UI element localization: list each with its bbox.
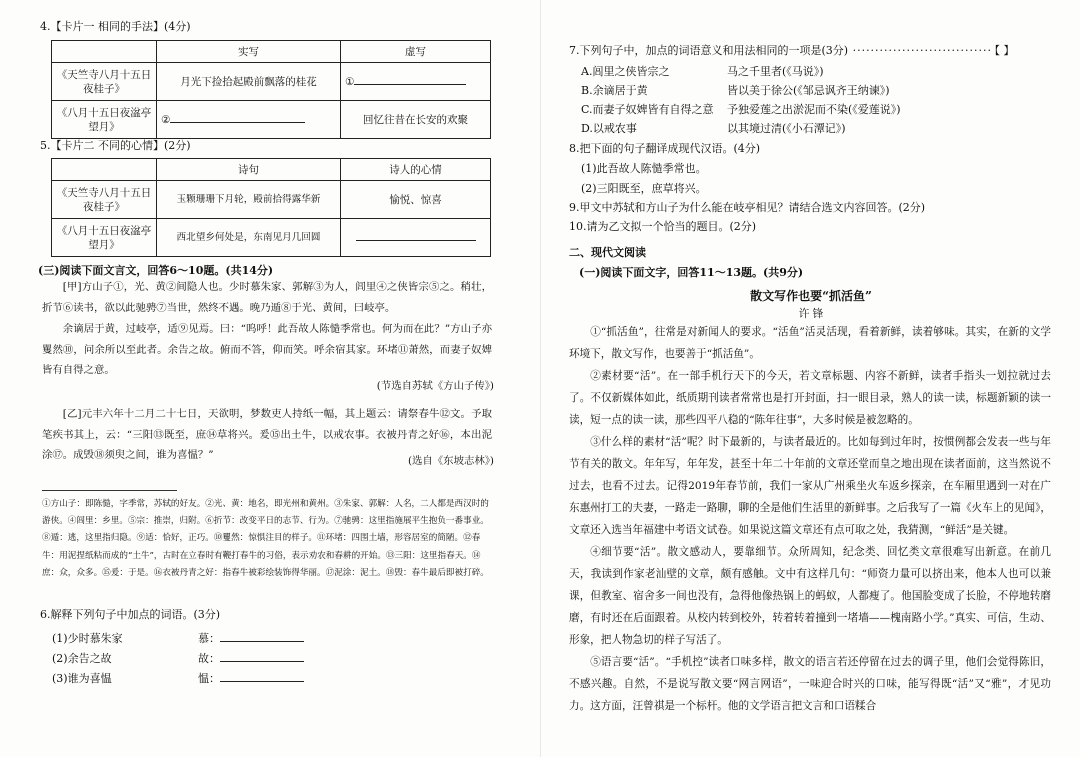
article-paragraph-1: ①“抓活鱼”，往常是对新闻人的要求。“活鱼”活灵活现，看着新鲜，读着够味。其实，在新的文学环境下，散文写作，也要善于“抓活鱼”。 [569,326,1051,360]
answer-cell[interactable] [341,219,491,257]
yi-paragraph-1: [乙]元丰六年十二月二十七日，天欲明，梦数吏人持纸一幅，其上题云：请祭春牛⑫文。予取笔疾书其上，云：“三阳⑬既至，庶⑭草将兴。爰⑮出土牛，以戒农事。衣被丹青之好⑯，本出泥涂⑰。成毁⑱须臾之间，谁为喜愠？” [42,408,492,461]
jia-source: (节选自苏轼《方山子传》) [376,380,494,392]
q7-option-d: D.以戒农事 [581,122,637,135]
jia-paragraph-2: 余谪居于黄，过岐亭，适⑨见焉。曰：“呜呼！此吾故人陈慥季常也。何为而在此？”方山子亦矍然⑩，问余所以至此者。余告之故。俯而不答，仰而笑。呼余宿其家。环堵⑪萧然，而妻子奴婢皆有自得之意。 [42,323,492,376]
article-author: 许 锋 [798,308,824,320]
q7-option-d-compare: 以其境过清(《小石潭记》) [727,122,846,135]
q6-item-1 [52,630,123,646]
table-cell-poem: 《天竺寺八月十五日夜桂子》 [52,181,157,219]
q8-title: 8.把下面的句子翻译成现代汉语。(4分) [569,142,761,155]
q6-answer-1[interactable] [198,630,304,646]
part2-title: 二、现代文阅读 [569,246,646,259]
answer-blank[interactable] [356,240,476,241]
table-cell-poem: 《八月十五日夜湓亭望月》 [52,101,157,139]
table-header: 诗句 [157,159,341,181]
sub1-title: (一)阅读下面文字，回答11～13题。(共9分) [579,266,804,279]
answer-cell[interactable] [157,101,341,139]
article-paragraph-4: ④细节要“活”。散文感动人，要靠细节。众所周知，纪念类、回忆类文章很难写出新意。在前几天，我读到作家老汕壁的文章，颇有感触。文中有这样几句：“师资力量可以挤出来，他本人也可以兼课，但教室、宿舍多一间也没有，急得他像热锅上的蚂蚁，人都瘦了。他国脸变成了长脸，不停地转磨磨，有时还在后面跟着。从校内转到校外，转着转着撞到一堵墙——槐南路小学。”真实、可信，生动、形象，把人物急切的样子写活了。 [569,546,1051,646]
q6-item-text: (3)谁为喜愠 [52,672,112,685]
q7-title-text: 7.下列句子中，加点的词语意义和用法相同的一项是(3分) [569,44,849,57]
table-cell-poem: 《八月十五日夜湓亭望月》 [52,219,157,257]
q7-leader: ······························· [848,44,992,57]
q6-item-3 [52,670,112,686]
card1-table [51,40,491,139]
q6-item-2 [52,650,112,666]
q4-title: 4.【卡片一 相同的手法】(4分) [40,20,191,33]
footnotes: ①方山子：即陈慥，字季常，苏轼的好友。②光、黄：地名，即光州和黄州。③朱家、郭解：人名，二人都是西汉时的游侠。④闾里：乡里。⑤宗：推崇，归附。⑥折节：改变平日的志节、行为。⑦驰骋：这里指施展平生抱负一番事业。⑧遁：逃，这里指归隐。⑨适：恰好，正巧。⑩矍然：惊惧注目的样子。⑪环堵：四围土墙，形容居室的简陋。⑫春牛：用泥捏纸粘而成的“土牛”，古时在立春时有鞭打春牛的习俗，表示劝农和春耕的开始。⑬三阳：这里指春天。⑭庶：众，众多。⑮爰：于是。⑯衣被丹青之好：指春牛被彩绘装饰得华丽。⑰泥涂：泥土。⑱毁：春牛最后即被打碎。 [42,499,489,578]
q7-option-c-compare: 予独爱莲之出淤泥而不染(《爱莲说》) [727,103,901,116]
table-header-empty [52,159,157,181]
footnote-divider [42,490,177,491]
jia-paragraph-1: [甲]方山子①，光、黄②间隐人也。少时慕朱家、郭解③为人，闾里④之侠皆宗⑤之。稍壮，折节⑥读书，欲以此驰骋⑦当世，然终不遇。晚乃遁⑧于光、黄间，曰岐亭。 [42,281,492,314]
table-header: 虚写 [341,41,491,63]
q6-item-text: (2)余告之故 [52,652,112,665]
article-paragraph-2: ②素材要“活”。在一部手机行天下的今天，若文章标题、内容不新鲜，读者手指头一划拉就过去了。不仅新媒体如此，纸质期刊读者常常也是打开封面，扫一眼目录，熟人的读一读，标题新颖的读一读，短一点的读一读，那些四平八稳的“陈年往事”，大多时候是被忽略的。 [569,370,1051,426]
q7-title [569,42,992,58]
q6-key: 故： [198,652,220,665]
q6-key: 愠： [198,672,220,685]
answer-blank[interactable] [354,84,466,85]
q7-option-a: A.闾里之侠皆宗之 [581,65,670,78]
article-title: 散文写作也要“抓活鱼” [750,289,872,303]
right-page [540,0,1080,757]
q7-option-b-compare: 皆以美于徐公(《邹忌讽齐王纳谏》) [727,84,890,97]
table-header-empty [52,41,157,63]
q7-option-b: B.余谪居于黄 [581,84,648,97]
table-cell: 月光下捡拾起殿前飘落的桂花 [157,63,341,101]
answer-marker: ① [345,75,355,88]
q6-item-text: (1)少时慕朱家 [52,632,123,645]
table-cell-poem: 《天竺寺八月十五日夜桂子》 [52,63,157,101]
section3-title: (三)阅读下面文言文，回答6～10题。(共14分) [38,264,274,277]
q8-item-2: (2)三阳既至，庶草将兴。 [581,182,707,195]
q7-answer-bracket[interactable]: 【 】 [989,44,1015,57]
answer-blank[interactable] [220,681,304,682]
q6-key: 慕： [198,632,220,645]
article-paragraph-3: ③什么样的素材“活”呢？时下最新的，与读者最近的。比如每到过年时，按惯例都会发表一些与年节有关的散文。年年写，年年发，甚至十年二十年前的文章还堂而皇之地出现在读者面前，这当然说不过去，也看不过去。记得2019年春节前，我们一家从广州乘坐火车返乡探亲，在车厢里遇到一对在广东惠州打工的夫妻，一路走一路聊，聊的全是他们生活里的新鲜事。之后我写了一篇《火车上的见闻》，文章还入选当年福建中考语文试卷。如果说这篇文章还有点可取之处，我猜测，“鲜活”是关键。 [569,436,1052,536]
q5-title: 5.【卡片二 不同的心情】(2分) [40,139,191,152]
q10: 10.请为乙文拟一个恰当的题目。(2分) [569,220,757,233]
answer-cell[interactable] [341,63,491,101]
answer-blank[interactable] [220,661,304,662]
q7-option-c: C.而妻子奴婢皆有自得之意 [581,103,714,116]
table-cell-line: 西北望乡何处是，东南见月几回圆 [157,219,341,257]
table-header: 诗人的心情 [341,159,491,181]
q9: 9.甲文中苏轼和方山子为什么能在岐亭相见？请结合选文内容回答。(2分) [569,201,926,214]
answer-marker: ② [161,113,171,126]
table-cell: 愉悦、惊喜 [341,181,491,219]
table-cell: 回忆往昔在长安的欢聚 [341,101,491,139]
yi-source: (选自《东坡志林》) [407,455,494,467]
answer-blank[interactable] [220,641,304,642]
q6-title: 6.解释下列句子中加点的词语。(3分) [40,608,221,621]
answer-blank[interactable] [170,122,305,123]
table-cell-line: 玉颗珊珊下月轮，殿前拾得露华新 [157,181,341,219]
q7-option-a-compare: 马之千里者(《马说》) [727,65,824,78]
article-paragraph-5: ⑤语言要“活”。“手机控”读者口味多样，散文的语言若还停留在过去的调子里，他们会觉得陈旧，不感兴趣。自然，不是说写散文要“网言网语”，一味迎合时兴的口味，能写得既“活”又“雅”，才见功力。这方面，汪曾祺是一个标杆。他的文学语言把文言和口语糅合 [569,656,1051,712]
table-header: 实写 [157,41,341,63]
q6-answer-2[interactable] [198,650,304,666]
q6-answer-3[interactable] [198,670,304,686]
card2-table [51,158,491,257]
q8-item-1: (1)此吾故人陈慥季常也。 [581,162,707,175]
